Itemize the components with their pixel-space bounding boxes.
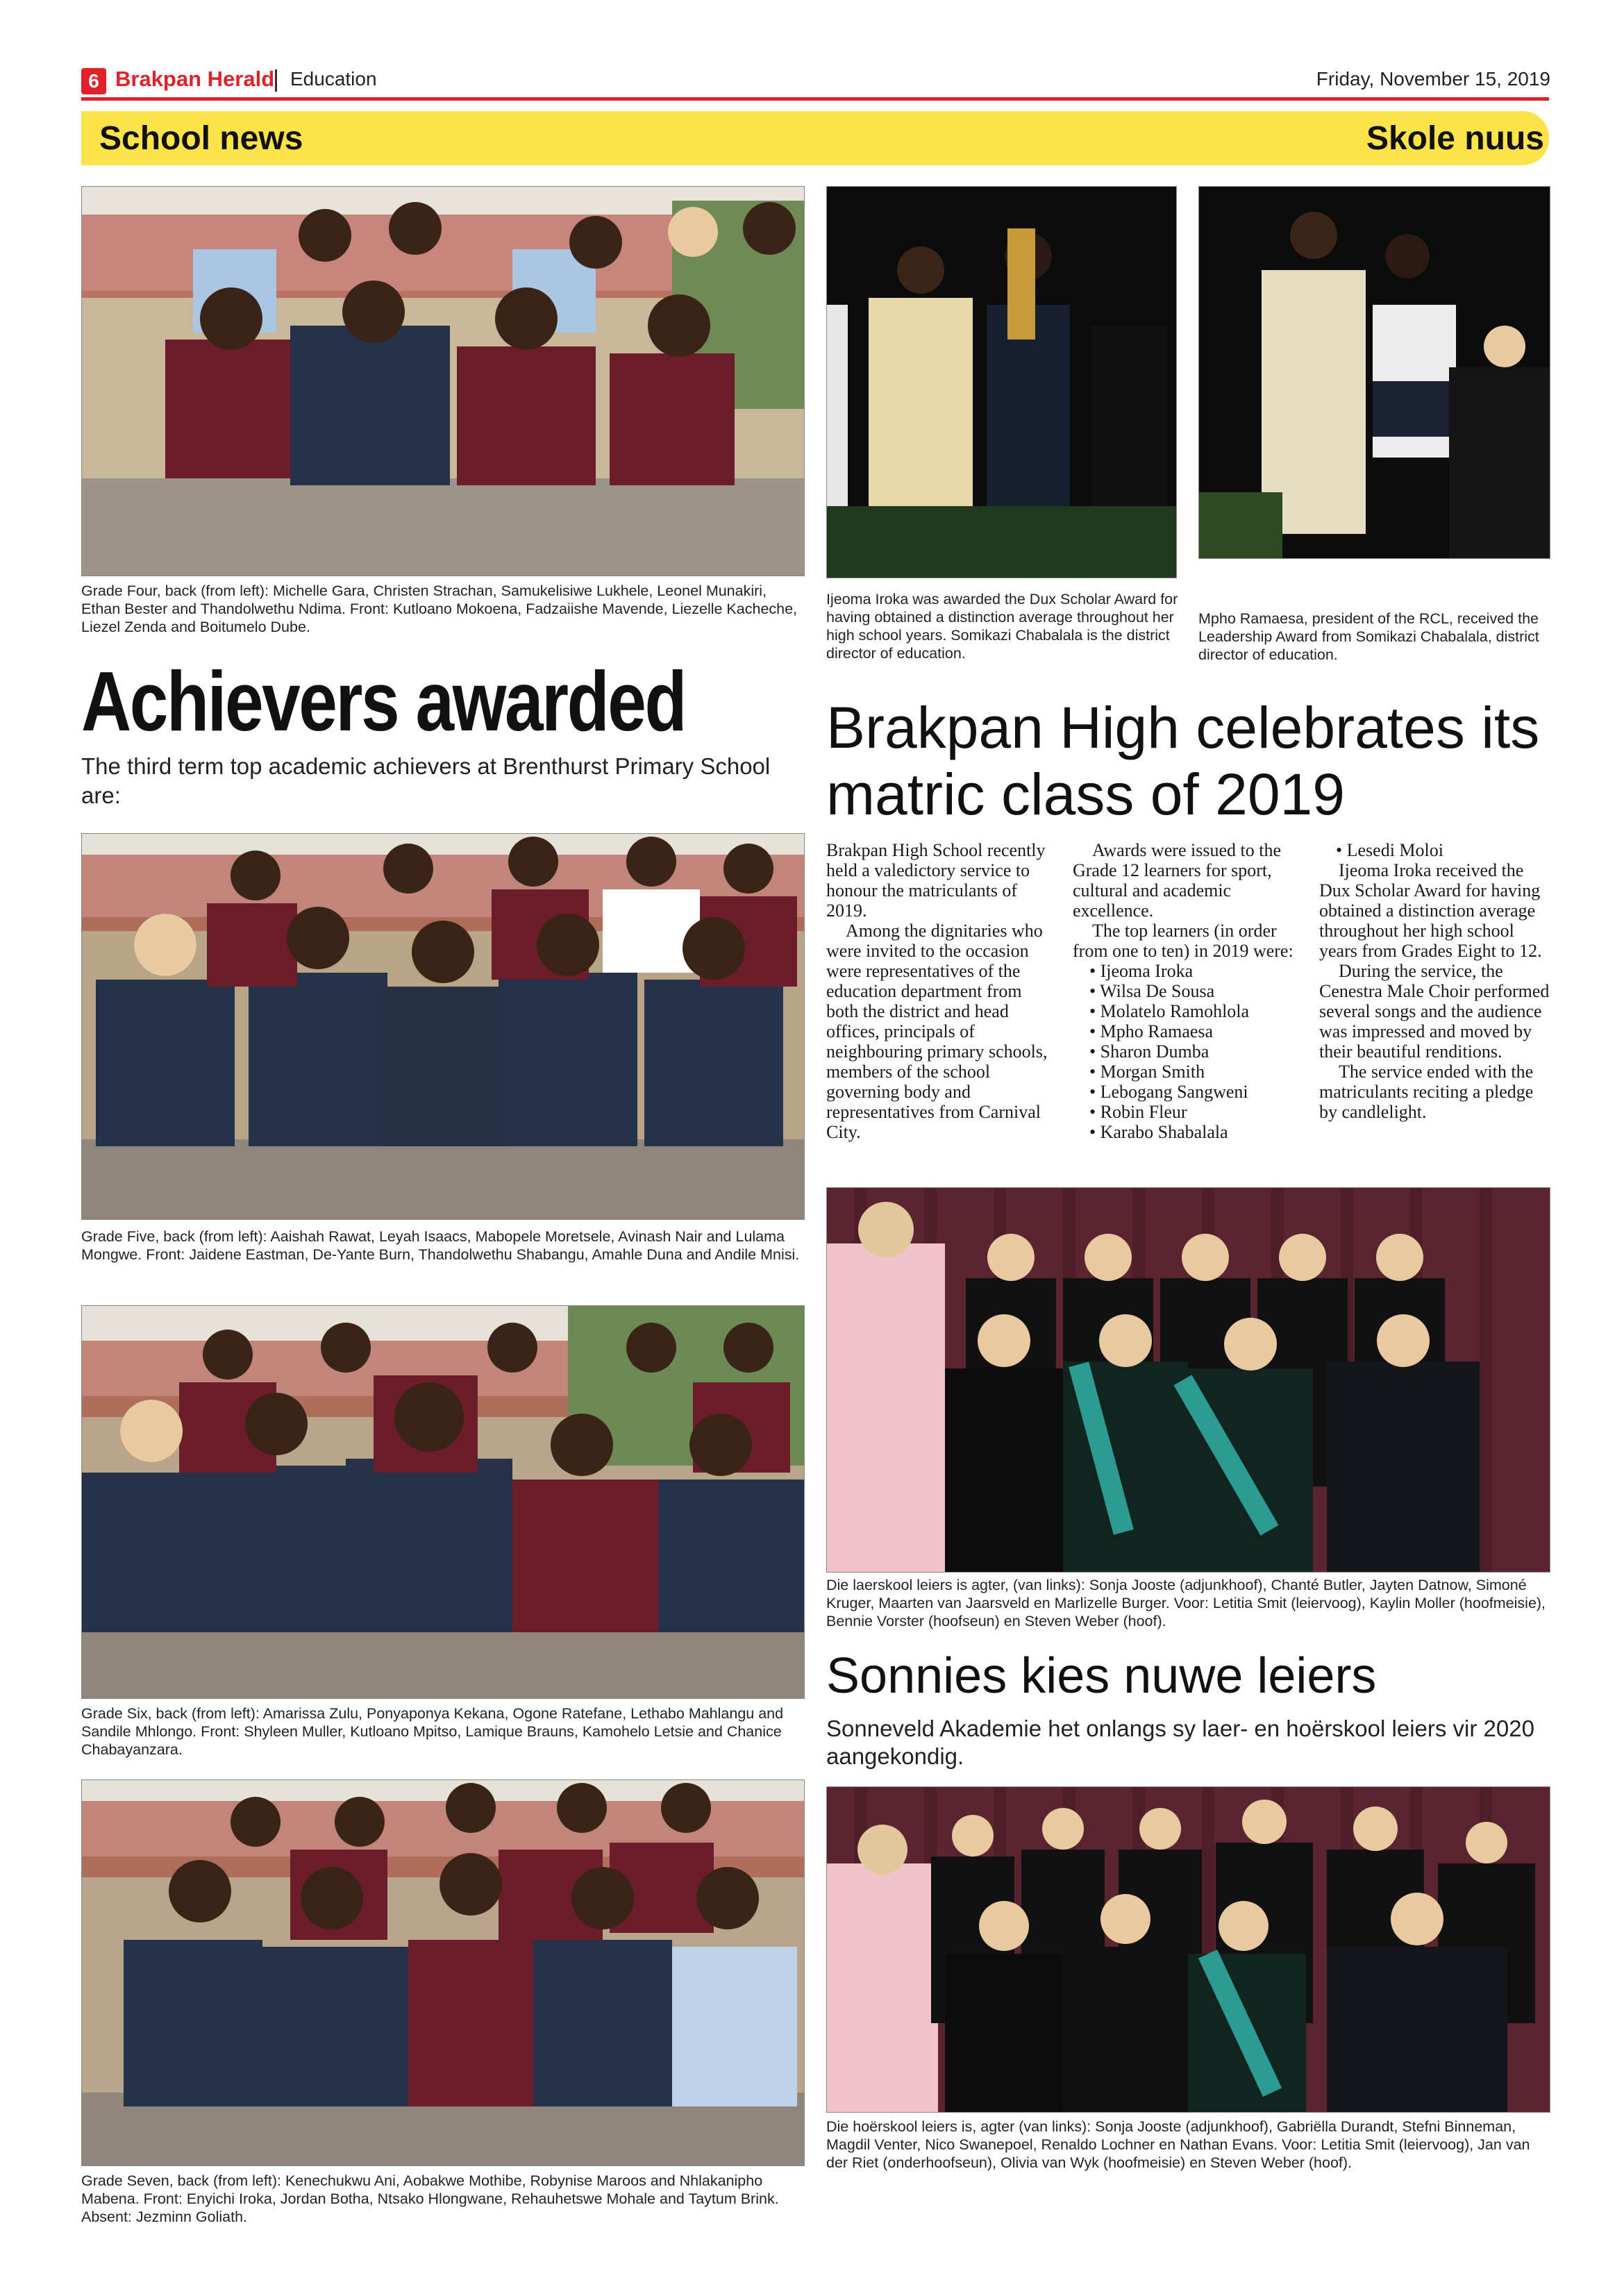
intro-sonnies: Sonneveld Akademie het onlangs sy laer- en hoërskool leiers vir 2020 aangekondig.	[826, 1716, 1534, 1769]
paragraph: Ijeoma Iroka received the Dux Scholar Award for having obtained a distinction average throughout her high school years from Grades Eight to 12.	[1319, 860, 1542, 961]
headline-achievers-awarded: Achievers awarded	[81, 654, 686, 748]
section-name: Education	[290, 68, 377, 90]
paragraph: Awards were issued to the Grade 12 learners for sport, cultural and academic excellence.	[1073, 840, 1281, 921]
list-item: • Karabo Shabalala	[1089, 1122, 1228, 1142]
photo-grade-four	[81, 186, 805, 576]
caption-grade-seven: Grade Seven, back (from left): Kenechukwu Ani, Aobakwe Mothibe, Robynise Maroos and Nhlakanipho Mabena. Front: Enyichi Iroka, Jordan Botha, Ntsako Hlongwane, Rehauhetswe Mohale and Taytum Brink. Absent: Jezminn Goliath.	[81, 2172, 779, 2225]
caption-hoerskool: Die hoërskool leiers is, agter (van links): Sonja Jooste (adjunkhoof), Gabriëlla Durandt, Stefni Binneman, Magdil Venter, Nico Swanepoel, Renaldo Lochner en Nathan Evans. Voor: Letitia Smit (leiervoog), Jan van der Riet (onderhoofseun), Olivia van Wyk (hoofmeisie) en Steven Weber (hoof).	[826, 2118, 1530, 2171]
issue-date: Friday, November 15, 2019	[1316, 68, 1550, 90]
headline-sonnies: Sonnies kies nuwe leiers	[826, 1648, 1377, 1704]
paragraph: Among the dignitaries who were invited to the occasion were representatives of the education department from both the district and head offices, principals of neighbouring primary schools, members of the school governing body and representatives from Carnival City.	[826, 921, 1048, 1142]
photo-grade-seven	[81, 1779, 805, 2166]
photo-hoerskool-leaders	[826, 1786, 1550, 2113]
newspaper-name: Brakpan Herald	[115, 67, 275, 91]
photo-ijeoma-award	[826, 186, 1177, 578]
article-column-2	[1073, 840, 1302, 1142]
masthead-divider	[275, 69, 277, 92]
masthead-rule	[81, 97, 1549, 101]
paragraph: The top learners (in order from one to ten) in 2019 were:	[1073, 921, 1294, 961]
caption-grade-four: Grade Four, back (from left): Michelle Gara, Christen Strachan, Samukelisiwe Lukhele, Leonel Munakiri, Ethan Bester and Thandolwethu Ndima. Front: Kutloano Mokoena, Fadzaiishe Mavende, Liezelle Kacheche, Liezel Zenda and Boitumelo Dube.	[81, 583, 798, 635]
list-item: • Sharon Dumba	[1089, 1041, 1209, 1062]
caption-mpho: Mpho Ramaesa, president of the RCL, received the Leadership Award from Somikazi Chabalala, district director of education.	[1198, 610, 1539, 663]
caption-grade-five: Grade Five, back (from left): Aaishah Rawat, Leyah Isaacs, Mabopele Moretsele, Avinash Nair and Lulama Mongwe. Front: Jaidene Eastman, De-Yante Burn, Thandolwethu Shabangu, Amahle Duna and Andile Mnisi.	[81, 1228, 800, 1263]
paragraph: Brakpan High School recently held a valedictory service to honour the matriculants of 2019.	[826, 840, 1046, 921]
list-item: • Mpho Ramaesa	[1089, 1021, 1214, 1041]
article-column-3	[1319, 840, 1552, 1122]
caption-ijeoma: Ijeoma Iroka was awarded the Dux Scholar Award for having obtained a distinction average throughout her high school years. Somikazi Chabalala is the district director of education.	[826, 591, 1178, 662]
photo-grade-six	[81, 1305, 805, 1699]
list-item: • Robin Fleur	[1089, 1102, 1187, 1122]
paragraph: During the service, the Cenestra Male Choir performed several songs and the audience was impressed and moved by their beautiful renditions.	[1319, 961, 1550, 1062]
headline-brakpan-high: Brakpan High celebrates its matric class of 2019	[826, 695, 1540, 827]
page-number: 6	[81, 68, 106, 94]
list-item: • Wilsa De Sousa	[1089, 981, 1215, 1001]
list-item: • Lebogang Sangweni	[1089, 1082, 1248, 1102]
photo-mpho-award	[1198, 186, 1550, 559]
banner-title-right: Skole nuus	[1366, 120, 1544, 157]
caption-grade-six: Grade Six, back (from left): Amarissa Zulu, Ponyaponya Kekana, Ogone Ratefane, Lethabo Mahlangu and Sandile Mhlongo. Front: Shyleen Muller, Kutloano Mpitso, Lamique Brauns, Kamohelo Letsie and Chanice Chabayanzara.	[81, 1705, 784, 1758]
photo-laerskool-leaders	[826, 1187, 1550, 1573]
intro-achievers: The third term top academic achievers at Brenthurst Primary School are:	[81, 753, 771, 808]
paragraph: The service ended with the matriculants reciting a pledge by candlelight.	[1319, 1062, 1534, 1122]
photo-grade-five	[81, 833, 805, 1220]
list-item: • Lesedi Moloi	[1336, 840, 1443, 860]
article-column-1	[826, 840, 1055, 1142]
caption-laerskool: Die laerskool leiers is agter, (van links): Sonja Jooste (adjunkhoof), Chanté Butler, Jayten Datnow, Simoné Kruger, Maarten van Jaarsveld en Marlizelle Burger. Voor: Letitia Smit (leiervoog), Kaylin Moller (hoofmeisie), Bennie Vorster (hoofseun) en Steven Weber (hoof).	[826, 1577, 1546, 1629]
list-item: • Molatelo Ramohlola	[1089, 1001, 1250, 1021]
banner-title-left: School news	[99, 120, 303, 157]
list-item: • Morgan Smith	[1089, 1062, 1205, 1082]
list-item: • Ijeoma Iroka	[1089, 961, 1194, 981]
